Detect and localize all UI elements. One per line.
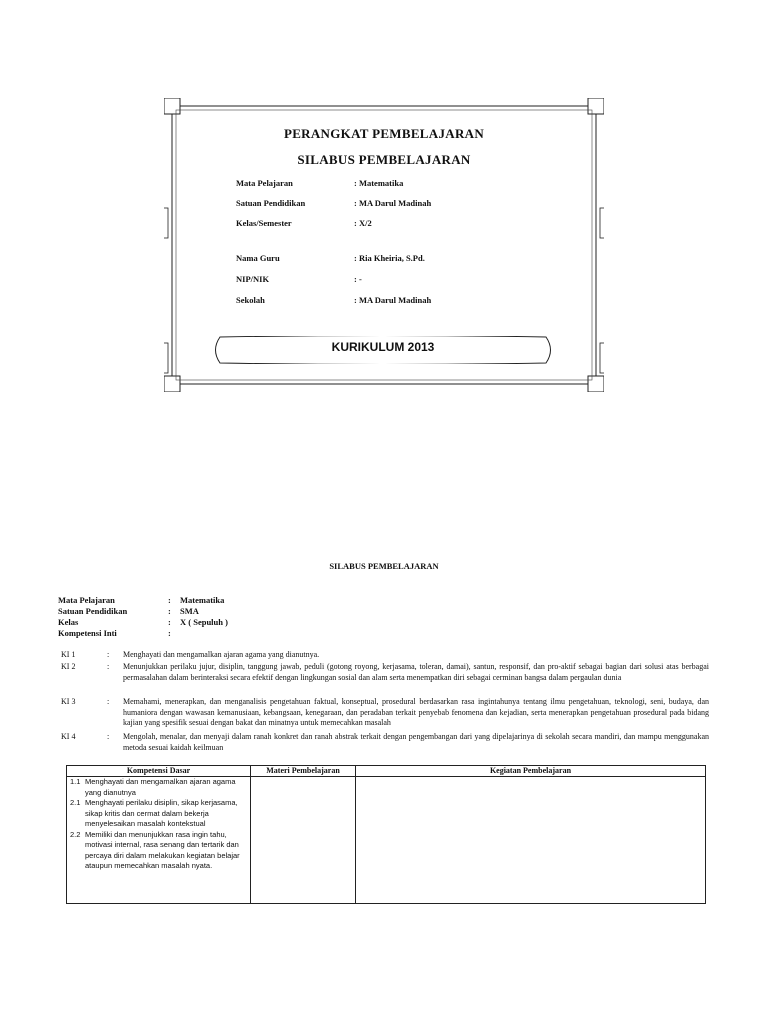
table-header-row [67,766,706,777]
kd-cell [67,777,251,904]
kd-item [67,777,245,798]
ki-code: KI 4 [61,732,76,741]
header-materi: Materi Pembelajaran [251,766,356,777]
syllabus-title: SILABUS PEMBELAJARAN [329,561,439,571]
kegiatan-cell [356,777,706,904]
kd-number: 1.1 [70,777,81,786]
ki-colon: : [107,662,110,671]
ki-code: KI 2 [61,662,76,671]
meta-value: Matematika [180,595,225,605]
syllabus-table [66,765,706,904]
kd-item [67,830,245,872]
info-value: : X/2 [354,218,372,228]
header-kegiatan: Kegiatan Pembelajaran [356,766,706,777]
materi-cell [251,777,356,904]
kd-text: Menghayati dan mengamalkan ajaran agama yang dianutnya [85,777,236,797]
ki-colon: : [107,650,110,659]
kd-number: 2.2 [70,829,81,839]
ki-text: Menghayati dan mengamalkan ajaran agama yang dianutnya. [123,650,320,659]
meta-colon: : [168,595,171,605]
cover-title: PERANGKAT PEMBELAJARAN [283,126,485,141]
ki-code: KI 1 [61,650,76,659]
kd-text: Menghayati perilaku disiplin, sikap kerjasama, sikap kritis dan cermat dalam bekerja menyelesaikan masalah kontekstual [85,798,238,828]
ki-text: Memahami, menerapkan, dan menganalisis pengetahuan faktual, konseptual, prosedural berdasarkan rasa ingintahunya tentang ilmu pengetahuan, teknologi, seni, budaya, dan humaniora dengan wawasan kemanusiaan, kebangsaan, kenegaraan, dan peradaban terkait penyebab fenomena dan kejadian, serta menerapkan pengetahuan prosedural pada bidang kajian yang spesifik sesuai dengan bakat dan minatnya untuk memecahkan masalah [123,697,709,727]
meta-label: Kompetensi Inti [58,628,117,638]
header-kompetensi-dasar: Kompetensi Dasar [67,766,251,777]
info-value: : MA Darul Madinah [354,295,432,305]
info-label: NIP/NIK [236,274,270,284]
info-value: : Matematika [354,178,404,188]
meta-label: Kelas [58,617,79,627]
ki-colon: : [107,732,110,741]
ki-text: Menunjukkan perilaku jujur, disiplin, tanggung jawab, peduli (gotong royong, kerjasama, toleran, damai), santun, responsif, dan pro-aktif sebagai bagian dari solusi atas berbagai permasalahan dalam berinteraksi secara efektif dengan lingkungan sosial dan alam serta menempatkan diri sebagai cerminan bangsa dalam pergaulan dunia [123,662,709,682]
ki-colon: : [107,697,110,706]
info-label: Mata Pelajaran [236,178,293,188]
kd-text: Memiliki dan menunjukkan rasa ingin tahu, motivasi internal, rasa senang dan tertarik dan percaya diri dalam melakukan kegiatan belajar ataupun memecahkan masalah nyata. [85,829,240,870]
cover-subtitle: SILABUS PEMBELAJARAN [297,152,471,167]
info-value: : - [354,274,362,284]
meta-label: Mata Pelajaran [58,595,115,605]
info-label: Nama Guru [236,253,280,263]
info-label: Kelas/Semester [236,218,292,228]
meta-colon: : [168,606,171,616]
table-row [67,777,706,904]
ki-text: Mengolah, menalar, dan menyaji dalam ranah konkret dan ranah abstrak terkait dengan pengembangan dari yang dipelajarinya di sekolah secara mandiri, dan mampu menggunakan metoda sesuai kaidah keilmuan [123,732,709,752]
curriculum-label: KURIKULUM 2013 [331,340,435,354]
curriculum-banner [210,336,556,364]
info-value: : Ria Kheiria, S.Pd. [354,253,425,263]
meta-value: SMA [180,606,199,616]
kd-item [67,798,245,830]
kd-number: 2.1 [70,798,81,807]
info-label: Satuan Pendidikan [236,198,306,208]
info-label: Sekolah [236,295,265,305]
cover-frame [164,98,604,392]
meta-label: Satuan Pendidikan [58,606,128,616]
meta-colon: : [168,628,171,638]
ki-code: KI 3 [61,697,76,706]
info-value: : MA Darul Madinah [354,198,432,208]
meta-value: X ( Sepuluh ) [180,617,228,627]
meta-colon: : [168,617,171,627]
